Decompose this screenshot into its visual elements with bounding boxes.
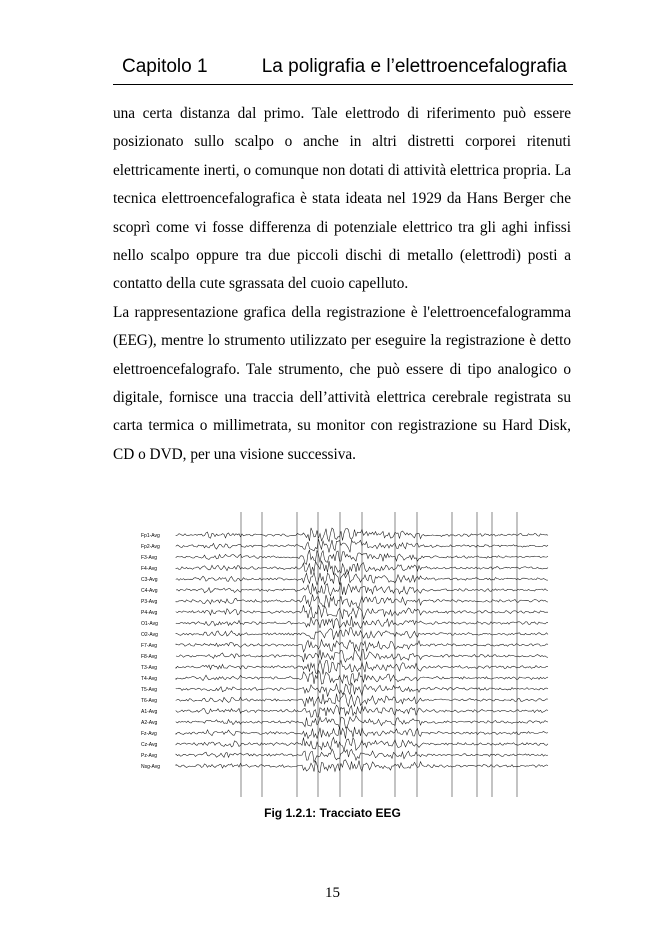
channel-label: F4-Avg bbox=[141, 566, 158, 572]
running-header bbox=[113, 56, 571, 80]
channel-label: T4-Avg bbox=[141, 676, 158, 682]
channel-label: P3-Avg bbox=[141, 599, 158, 605]
channel-label: Fp1-Avg bbox=[141, 533, 160, 539]
channel-label: Nsg-Avg bbox=[141, 764, 161, 770]
channel-label: F8-Avg bbox=[141, 654, 158, 660]
channel-label: F3-Avg bbox=[141, 555, 158, 561]
channel-label: O2-Avg bbox=[141, 632, 158, 638]
channel-label: Fp2-Avg bbox=[141, 544, 160, 550]
channel-label: Cz-Avg bbox=[141, 742, 158, 748]
channel-label: A2-Avg bbox=[141, 720, 158, 726]
channel-label: F7-Avg bbox=[141, 643, 158, 649]
body-text bbox=[113, 100, 571, 469]
eeg-figure bbox=[132, 507, 552, 807]
channel-label: T3-Avg bbox=[141, 665, 158, 671]
channel-label: Fz-Avg bbox=[141, 731, 157, 737]
channel-label: T5-Avg bbox=[141, 687, 158, 693]
paragraph: una certa distanza dal primo. Tale elettrodo di riferimento può essere posizionato sullo scalpo o anche in altri distretti corporei ritenuti elettricamente inerti, o comunque non dotati di attività elettrica propria. La tecnica elettroencefalografica è stata ideata nel 1929 da Hans Berger che scoprì come vi fosse differenza di potenziale elettrico tra gli aghi infissi nello scalpo oppure tra due piccoli dischi di metallo (elettrodi) posti a contatto della cute sgrassata del cuoio capelluto. bbox=[113, 105, 571, 293]
page-number: 15 bbox=[325, 885, 340, 901]
channel-label: C3-Avg bbox=[141, 577, 158, 583]
channel-label: T6-Avg bbox=[141, 698, 158, 704]
paragraph: La rappresentazione grafica della registrazione è l'elettroencefalogramma (EEG), mentre lo strumento utilizzato per eseguire la registrazione è detto elettroencefalografo. Tale strumento, che può essere di tipo analogico o digitale, fornisce una traccia dell’attività elettrica cerebrale registrata su carta termica o millimetrata, su monitor con registrazione su Hard Disk, CD o DVD, per una visione successiva. bbox=[113, 303, 571, 463]
channel-label: O1-Avg bbox=[141, 621, 158, 627]
channel-label: P4-Avg bbox=[141, 610, 158, 616]
eeg-trace-plot bbox=[132, 507, 552, 807]
channel-label: A1-Avg bbox=[141, 709, 158, 715]
channel-label: Pz-Avg bbox=[141, 753, 158, 759]
figure-caption: Fig 1.2.1: Tracciato EEG bbox=[264, 806, 401, 820]
chapter-label: Capitolo 1 bbox=[122, 56, 208, 77]
channel-label: C4-Avg bbox=[141, 588, 158, 594]
header-rule bbox=[113, 84, 573, 85]
chapter-title: La poligrafia e l’elettroencefalografia bbox=[261, 56, 567, 77]
